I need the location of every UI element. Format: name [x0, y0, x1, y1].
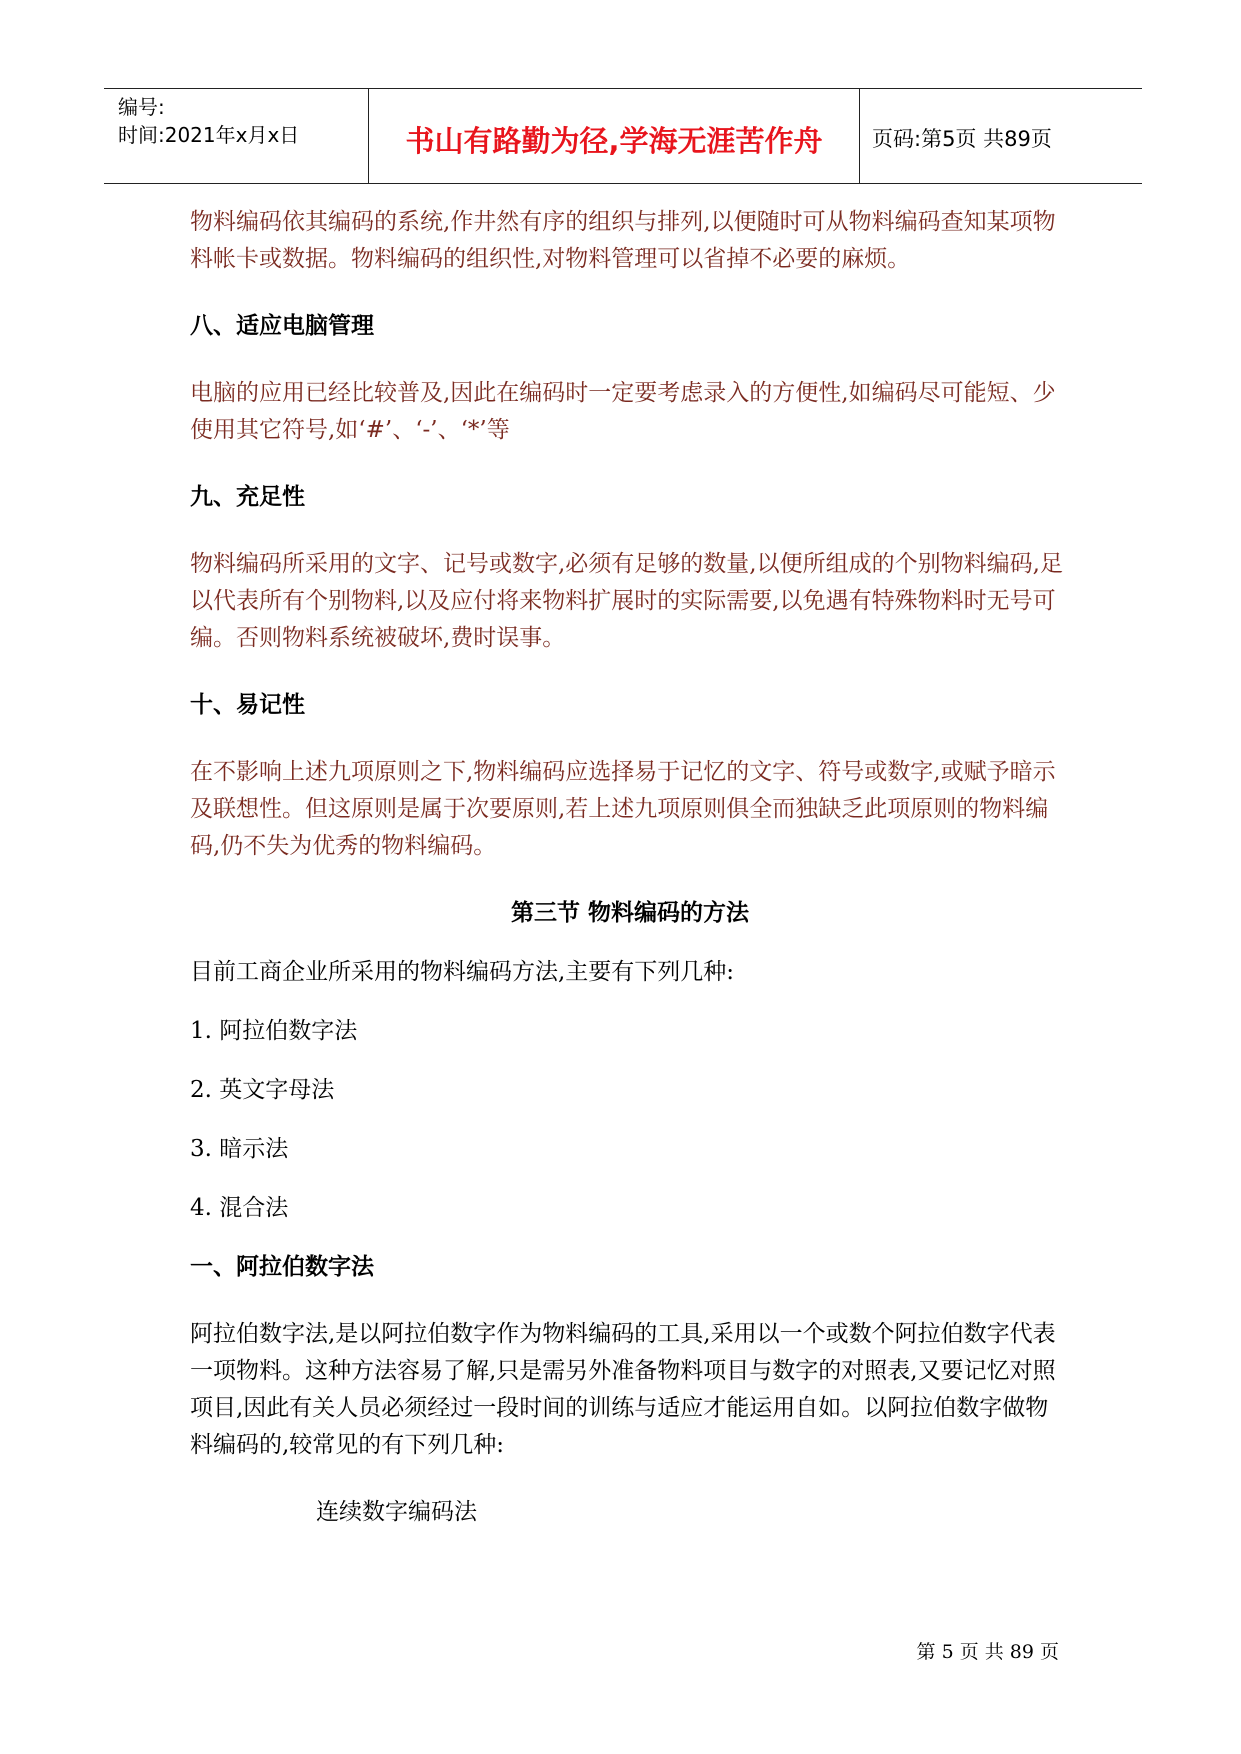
section-heading: 八、适应电脑管理 — [190, 313, 374, 339]
paragraph: 阿拉伯数字法,是以阿拉伯数字作为物料编码的工具,采用以一个或数个阿拉伯数字代表一项物料。这种方法容易了解,只是需另外准备物料项目与数字的对照表,又要记忆对照项目,因此有关人员必须经过一段时间的训练与适应才能运用自如。以阿拉伯数字做物料编码的,较常见的有下列几种: — [190, 1321, 1056, 1458]
motto: 书山有路勤为径,学海无涯苦作舟 — [405, 124, 823, 158]
page-footer: 第 5 页 共 89 页 — [916, 1641, 1059, 1663]
paragraph: 物料编码依其编码的系统,作井然有序的组织与排列,以便随时可从物料编码查知某项物料帐卡或数据。物料编码的组织性,对物料管理可以省掉不必要的麻烦。 — [190, 209, 1056, 272]
paragraph: 在不影响上述九项原则之下,物料编码应选择易于记忆的文字、符号或数字,或赋予暗示及联想性。但这原则是属于次要原则,若上述九项原则俱全而独缺乏此项原则的物料编码,仍不失为优秀的物料编码。 — [190, 759, 1056, 859]
page-header — [104, 88, 1142, 184]
list-item: 1. 阿拉伯数字法 — [190, 1018, 358, 1044]
time-label: 时间:2021年x月x日 — [118, 123, 300, 147]
header-motto-cell — [369, 89, 860, 183]
paragraph: 物料编码所采用的文字、记号或数字,必须有足够的数量,以便所组成的个别物料编码,足以代表所有个别物料,以及应付将来物料扩展时的实际需要,以免遇有特殊物料时无号可编。否则物料系统被破坏,费时误事。 — [190, 551, 1063, 651]
section-heading: 十、易记性 — [190, 692, 305, 718]
header-meta-cell — [104, 89, 369, 183]
paragraph: 电脑的应用已经比较普及,因此在编码时一定要考虑录入的方便性,如编码尽可能短、少使用其它符号,如‘#’、‘-’、‘*’等 — [190, 380, 1056, 443]
number-label: 编号: — [118, 95, 165, 119]
section-title: 第三节 物料编码的方法 — [510, 900, 749, 926]
section-heading: 九、充足性 — [190, 484, 305, 510]
paragraph: 目前工商企业所采用的物料编码方法,主要有下列几种: — [190, 959, 735, 985]
list-item: 3. 暗示法 — [190, 1136, 289, 1162]
subheading: 连续数字编码法 — [316, 1499, 477, 1525]
section-heading: 一、阿拉伯数字法 — [190, 1254, 374, 1280]
header-page-cell — [860, 89, 1142, 183]
list-item: 2. 英文字母法 — [190, 1077, 335, 1103]
document-body — [190, 204, 1070, 1531]
page-info: 页码:第5页 共89页 — [872, 127, 1052, 151]
list-item: 4. 混合法 — [190, 1195, 289, 1221]
